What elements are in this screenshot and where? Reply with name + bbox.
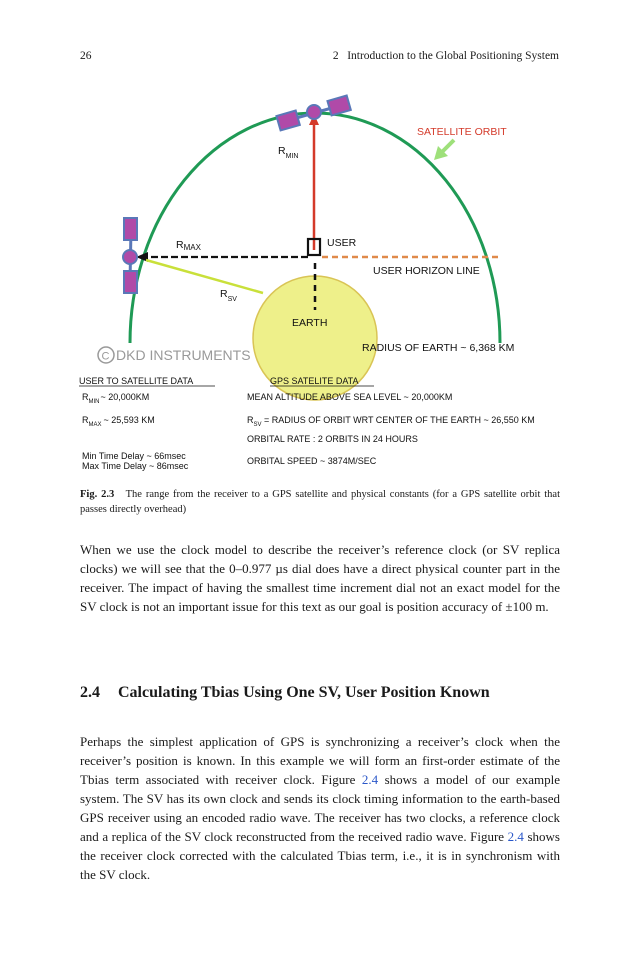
figure-reference-link[interactable]: 2.4 [507,829,524,844]
caption-text: The range from the receiver to a GPS satellite and physical constants (for a GPS satellite orbit that passes directly overhead) [80,489,560,515]
r-min-label: $R_{MIN}$ [278,145,299,160]
orbit-diagram [70,78,570,483]
orbit-pointer-arrow [434,140,454,160]
rmin-data: $R_{MIN}\sim$ 20,000KM [82,392,150,405]
running-head [80,50,559,66]
figure-2-3 [70,78,570,483]
satellite-orbit-label: SATELLITE ORBIT [417,126,507,138]
page-number: 26 [80,50,92,62]
r-max-label: RMAX [176,239,201,252]
watermark-text: DKD INSTRUMENTS [116,347,251,363]
rsv-data: $R_{SV}$ = RADIUS OF ORBIT WRT CENTER OF THE EARTH ~ 26,550 KM [247,415,535,428]
mean-altitude: MEAN ALTITUDE ABOVE SEA LEVEL ~ 20,000KM [247,392,453,402]
max-time-delay: Max Time Delay ~ 86msec [82,461,189,471]
rmax-data: $R_{MAX}$ ~ 25,593 KM [82,415,155,428]
user-to-satellite-heading: USER TO SATELLITE DATA [79,376,194,386]
orbital-speed: ORBITAL SPEED ~ 3874M/SEC [247,456,377,466]
orbital-rate: ORBITAL RATE : 2 ORBITS IN 24 HOURS [247,434,418,444]
copyright-watermark [98,347,251,363]
chapter-title: 2 Introduction to the Global Positioning System [332,50,559,62]
gps-satellite-heading: GPS SATELITE DATA [270,376,359,386]
svg-text:C: C [101,350,110,363]
user-label: USER [327,237,357,249]
figure-reference-link[interactable]: 2.4 [361,772,379,787]
radius-of-earth-label: RADIUS OF EARTH ~ 6,368 KM [362,342,515,354]
user-horizon-line-label: USER HORIZON LINE [373,265,480,277]
section-heading [80,684,560,702]
body-paragraph-2 [80,732,560,884]
satellite-left-icon [123,218,137,293]
body-paragraph-1: When we use the clock model to describe the receiver’s reference clock (or SV replica clocks) we will see that the 0–0.977 µs dial does have a direct physical counter part in the receiver. The impact of having the smallest time increment dial not an exact model for the SV clock is not an important issue for this text as our goal is position accuracy of ±100 m. [80,542,560,614]
paragraph-2-part-2: shows a model of our example system. The SV has its own clock and sends its clock timing information to the earth-based GPS receiver using an encoded radio wave. The receiver has two clocks, a reference clock and a replica of the SV clock reconstructed from the received radio wave. Figure [80,772,560,844]
section-title: Calculating Tbias Using One SV, User Position Known [118,684,490,701]
caption-label: Fig. 2.3 [80,489,115,500]
figure-caption [80,487,560,517]
earth-label: EARTH [292,317,328,329]
r-sv-arrow [146,260,263,293]
paragraph-2-part-1: Perhaps the simplest application of GPS is synchronizing a receiver’s clock when the receiver’s position is known. In this example we will form an first-order estimate of the Tbias term associated with receiver clock. Figure [80,734,560,787]
paragraph-2-part-3: shows the receiver clock corrected with the calculated Tbias term, i.e., it is in synchronism with the SV clock. [80,829,560,882]
r-sv-label: $R_{SV}$ [220,288,237,303]
min-time-delay: Min Time Delay ~ 66msec [82,451,186,461]
section-number: 2.4 [80,684,100,701]
